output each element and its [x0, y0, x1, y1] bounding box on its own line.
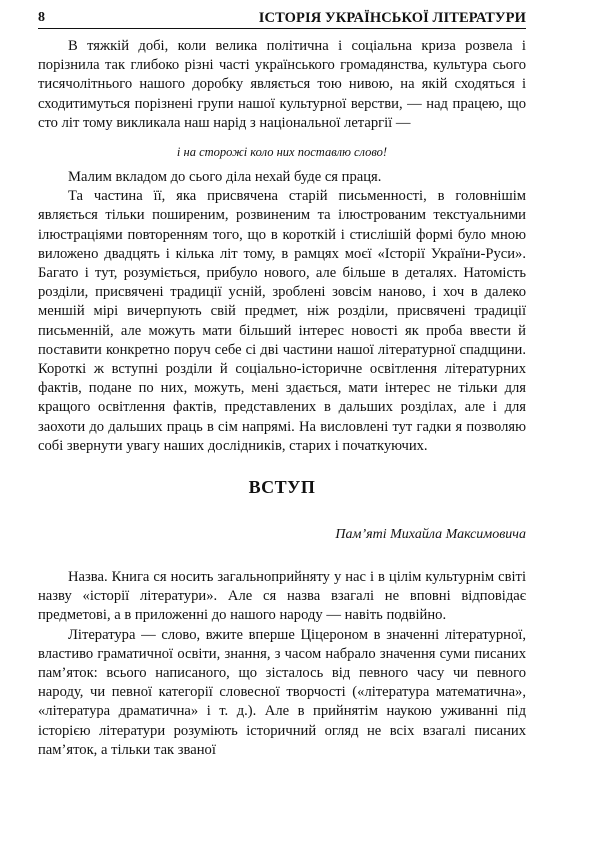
book-page [38, 0, 526, 850]
running-title: ІСТОРІЯ УКРАЇНСЬКОЇ ЛІТЕРАТУРИ [258, 10, 526, 26]
epigraph: і на сторожі коло них поставлю слово! [176, 145, 388, 160]
body-paragraph: Та частина її, яка присвячена старій письменності, в головнішім являється тільки поширеним, розвиненим та ілюстрованим текстуальними ілюстраціями повторенням того, що в короткій і стислішій формі було мною виложено двадцять і кілька літ тому, в рамцях моєї «Історії України-Руси». Багато і тут, розуміється, прибуло нового, але більше в деталях. Натомість розділи, присвячені традиції усній, зроблені зовсім наново, і хоч в далеко меншій мірі вичерпують свій предмет, ніж розділи, присвячені традиції письменній, але можуть мати більший інтерес новості як проба ввести й поставити конкретно поруч себе сі дві частини нашої літературної спадщини. Короткі ж вступні розділи й соціально-історичне освітлення літературних фактів, подане по них, можуть, мені здається, мати інтерес не тільки для кращого освітлення фактів, представлених в дальших розділах, але і для заохоти до дальших праць в сім напрямі. На висловлені тут гадки я позволяю собі звернути увагу наших дослідників, старих і початкуючих. [38, 188, 526, 454]
page-number: 8 [38, 10, 45, 25]
section-heading: ВСТУП [248, 477, 316, 498]
body-paragraph: Назва. Книга ся носить загальноприйняту у нас і в цілім культурнім світі назву «історії літератури». Але ся назва взагалі не вповні відповідає предметові, а в приложенні до нашого народу — навіть подвійно. [38, 569, 526, 624]
body-paragraph: Література — слово, вжите вперше Ціцероном в значенні літературної, властиво граматичної освіти, знання, з часом набрало значення суми писаних пам’яток: всього написаного, що зісталось від певного часу чи певного народу, чи певної категорії словесної творчості («література математична», «література драматична» і т. д.). Але в прийнятім наукою уживанні під історією літератури розуміють історичний огляд не всіх взагалі писаних пам’яток, а тільки так званої [38, 626, 526, 758]
running-header [38, 4, 526, 29]
body-paragraph: Малим вкладом до сього діла нехай буде ся праця. [68, 169, 382, 186]
page-body [38, 37, 526, 760]
body-paragraph: В тяжкій добі, коли велика політична і соціальна криза розвела і порізнила так глибоко різні часті українського громадянства, культура сього тисячолітнього нашого доробку являється тою нивою, на якій сходяться і сходитимуться порізнені групи нашої культурної верстви, — над працею, що сто літ тому викликала наш нарід з національної летаргії — [38, 38, 526, 131]
dedication: Пам’яті Михайла Максимовича [335, 527, 526, 543]
